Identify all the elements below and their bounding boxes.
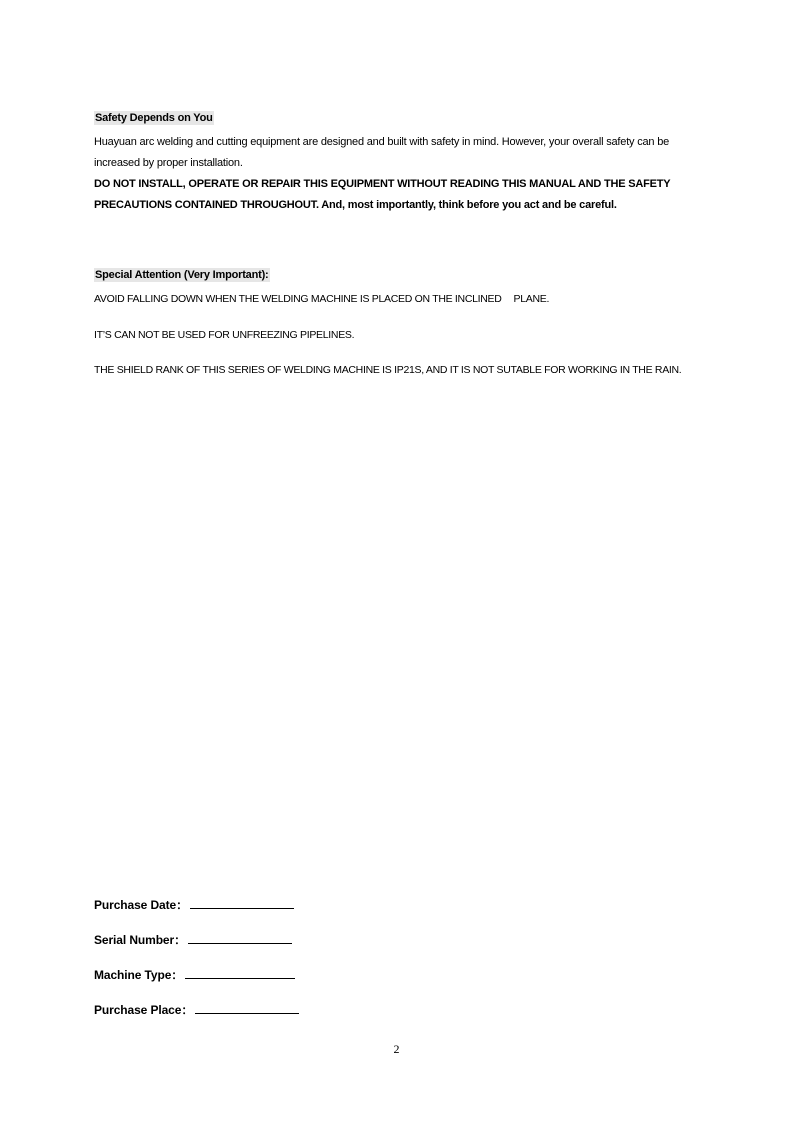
machine-type-label: Machine Type： xyxy=(94,968,184,982)
section-heading-safety: Safety Depends on You xyxy=(95,112,213,124)
safety-section xyxy=(94,108,734,126)
purchase-place-field[interactable] xyxy=(195,1002,299,1014)
machine-type-field[interactable] xyxy=(185,967,295,979)
machine-type-row xyxy=(94,967,734,983)
attention-line-2 xyxy=(94,328,734,342)
purchase-place-label: Purchase Place： xyxy=(94,1003,194,1017)
serial-number-label: Serial Number： xyxy=(94,933,186,947)
purchase-place-row xyxy=(94,1002,734,1018)
serial-number-field[interactable] xyxy=(188,932,292,944)
purchase-date-field[interactable] xyxy=(190,897,294,909)
attention-line-1-text-b: PLANE. xyxy=(513,293,550,305)
page-number: 2 xyxy=(393,1042,400,1056)
purchase-date-row xyxy=(94,897,734,913)
attention-line-3-text: THE SHIELD RANK OF THIS SERIES OF WELDING MACHINE IS IP21S, AND IT IS NOT SUTABLE FOR WORKING IN THE RAIN. xyxy=(94,364,682,376)
safety-warning: DO NOT INSTALL, OPERATE OR REPAIR THIS EQUIPMENT WITHOUT READING THIS MANUAL AND THE SAFETY PRECAUTIONS CONTAINED THROUGHOUT. And, most importantly, think before you act and be careful. xyxy=(94,178,671,211)
attention-line-1-text-a: AVOID FALLING DOWN WHEN THE WELDING MACHINE IS PLACED ON THE INCLINED xyxy=(94,293,502,305)
serial-number-row xyxy=(94,932,734,948)
attention-line-1 xyxy=(94,292,734,306)
safety-paragraph: Huayuan arc welding and cutting equipment are designed and built with safety in mind. However, your overall safety can be increased by proper installation. xyxy=(94,136,670,169)
purchase-date-label: Purchase Date： xyxy=(94,898,188,912)
safety-paragraph-block xyxy=(94,132,714,216)
attention-line-2-text: IT’S CAN NOT BE USED FOR UNFREEZING PIPELINES. xyxy=(94,329,355,341)
special-attention-section xyxy=(94,265,734,283)
section-heading-special-attention: Special Attention (Very Important): xyxy=(95,269,269,281)
attention-line-3 xyxy=(94,363,754,377)
